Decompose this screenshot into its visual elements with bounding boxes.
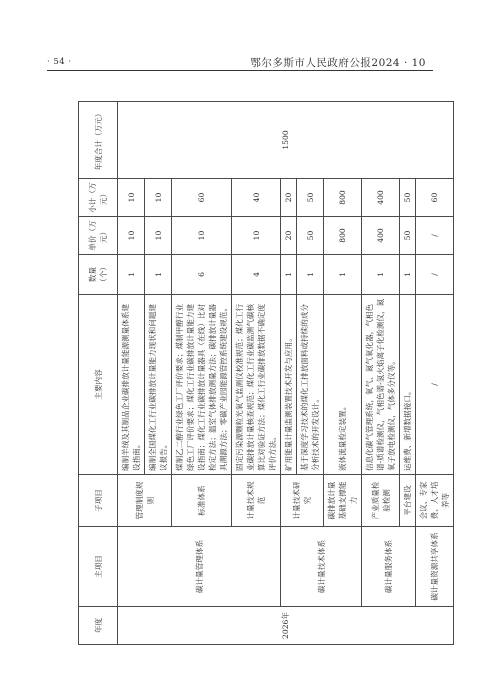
price-cell: 800 [324, 217, 362, 255]
col-header-content: 主要内容 [79, 295, 118, 475]
col-header-qty: 数量（个） [79, 255, 118, 295]
price-cell: 10 [172, 217, 232, 255]
qty-cell: / [416, 255, 454, 295]
table-row [118, 102, 145, 645]
content-cell: 固定污染源颗粒光氧气监测仪校准规范；煤化工行业碳排放计量核查规范；煤化工行业碳监测气碳核算比对验证方法；煤化工行业碳排放数据不确定度评价方法。 [232, 295, 281, 475]
sub-item-cell: 碳排放计量基础支撑能力 [324, 475, 362, 527]
year-total-cell: 1500 [118, 102, 454, 179]
year-cell: 2026年 [118, 607, 454, 645]
content-cell: / [416, 295, 454, 475]
price-cell: 50 [400, 217, 416, 255]
budget-table [78, 101, 454, 645]
qty-cell: 1 [118, 255, 145, 295]
header-rule [47, 70, 433, 71]
col-header-sub: 子项目 [79, 475, 118, 527]
content-cell: 信息化碳气管理系统，氧气、氮气氧化器，气相色谱-质谱检测仪，气相色谱-氢火焰离子化检测仪，氮氧子放电检测仪，气体多分仪等。 [362, 295, 400, 475]
main-item-cell: 碳计量资源共享体系 [416, 527, 454, 607]
sub-item-cell: 会议、专家费、人才培养等 [416, 475, 454, 527]
main-item-cell: 碳计量服务体系 [362, 527, 416, 607]
main-item-cell: 碳计量管理体系 [118, 527, 281, 607]
content-cell: 编制羊绒及其制品企业碳排放计量能源测量体系建设指南。 [118, 295, 145, 475]
content-cell: 矿用能量计量监测装置技术开发与应用。 [281, 295, 297, 475]
col-header-main: 主项目 [79, 527, 118, 607]
subtotal-cell: 400 [362, 179, 400, 217]
qty-cell: 1 [297, 255, 324, 295]
content-cell: 煤制乙二醇行业绿色工厂评价要求；煤制甲醇行业绿色工厂评价要求；煤化工行业碳排放计量能力建设指南；煤化工行业碳排放计量器具（在线）比对检定方法；温室气体排放测量方法；碳排放计量器具溯源方法；零碳产业园能源管控系统建设规范。 [172, 295, 232, 475]
price-cell: 10 [145, 217, 172, 255]
qty-cell: 1 [324, 255, 362, 295]
content-cell: 液体流量检定装置。 [324, 295, 362, 475]
subtotal-cell: 20 [281, 179, 297, 217]
subtotal-cell: 50 [400, 179, 416, 217]
sub-item-cell: 管理制度规则 [118, 475, 172, 527]
col-header-price: 单价（万元） [79, 217, 118, 255]
col-header-subtotal: 小计（万元） [79, 179, 118, 217]
sub-item-cell: 标准体系 [172, 475, 232, 527]
price-cell: 400 [362, 217, 400, 255]
qty-cell: 1 [362, 255, 400, 295]
qty-cell: 1 [281, 255, 297, 295]
table-row [281, 102, 297, 645]
page-number: · 54 · [47, 57, 72, 67]
sub-item-cell: 计量技术研究 [281, 475, 324, 527]
content-cell: 运维费、新增数据接口。 [400, 295, 416, 475]
sub-item-cell: 产业质量检验检测 [362, 475, 400, 527]
col-header-year-total: 年度合计（万元） [79, 102, 118, 179]
price-cell: / [416, 217, 454, 255]
subtotal-cell: 60 [172, 179, 232, 217]
content-cell: 基于深度学习技术的煤化工排放面料或持续的成分分析技术的开发设计。 [297, 295, 324, 475]
qty-cell: 6 [172, 255, 232, 295]
sub-item-cell: 平台建设 [400, 475, 416, 527]
table-header-row [79, 102, 118, 645]
rotated-table-wrapper [78, 102, 450, 645]
subtotal-cell: 40 [232, 179, 281, 217]
qty-cell: 1 [400, 255, 416, 295]
table-row [416, 102, 454, 645]
subtotal-cell: 60 [416, 179, 454, 217]
subtotal-cell: 10 [118, 179, 145, 217]
price-cell: 50 [297, 217, 324, 255]
price-cell: 10 [118, 217, 145, 255]
qty-cell: 1 [145, 255, 172, 295]
price-cell: 10 [232, 217, 281, 255]
subtotal-cell: 50 [297, 179, 324, 217]
content-cell: 编制全国煤化工行业碳排放计量能力现状和问题建议报告。 [145, 295, 172, 475]
price-cell: 20 [281, 217, 297, 255]
subtotal-cell: 800 [324, 179, 362, 217]
table-row [362, 102, 400, 645]
subtotal-cell: 10 [145, 179, 172, 217]
qty-cell: 4 [232, 255, 281, 295]
sub-item-cell: 计量技术规范 [232, 475, 281, 527]
main-item-cell: 碳计量技术体系 [281, 527, 362, 607]
publication-title: 鄂尔多斯市人民政府公报2024 · 10 [250, 57, 426, 69]
col-header-year: 年度 [79, 607, 118, 645]
